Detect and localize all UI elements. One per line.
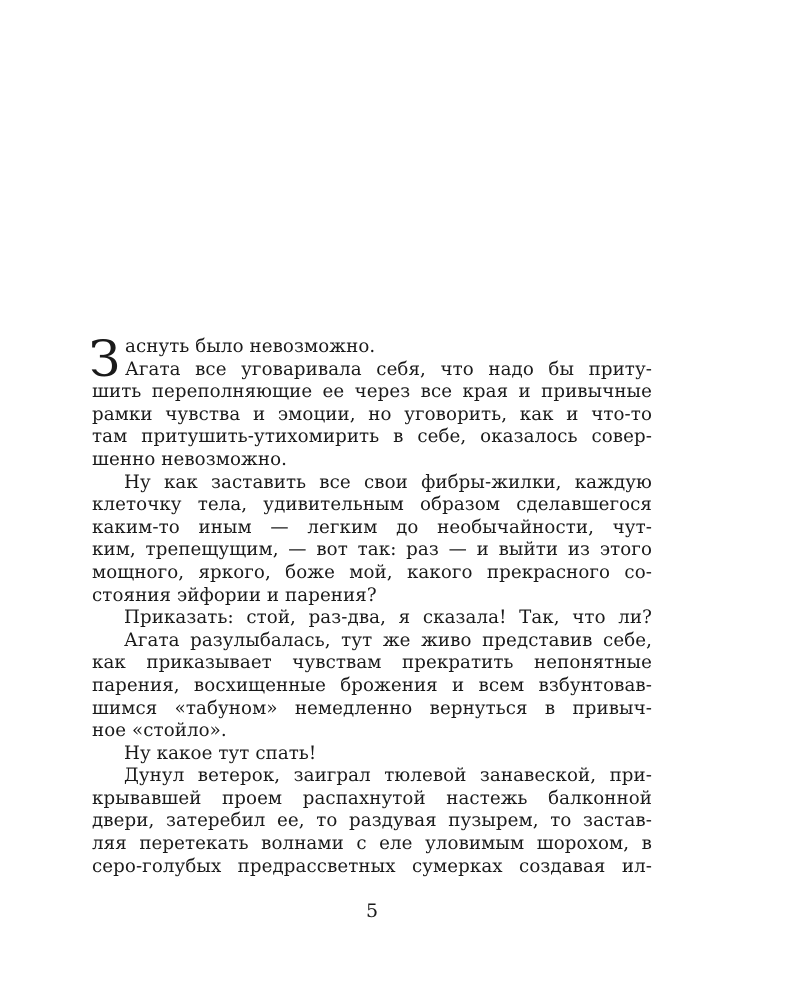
text-line: Приказать: стой, раз-два, я сказала! Так, что ли?: [124, 607, 652, 629]
text-line: там притушить-утихомирить в себе, оказалось совер-: [92, 426, 652, 448]
text-line: шенно невозможно.: [92, 448, 288, 470]
text-line: стояния эйфории и парения?: [92, 584, 377, 606]
text-line: Ну как заставить все свои фибры-жилки, каждую: [124, 471, 652, 493]
body-text: [89, 330, 652, 878]
text-line: шить переполняющие ее через все края и привычные: [92, 381, 652, 403]
text-line: Ну какое тут спать!: [124, 742, 317, 764]
text-line: двери, затеребил ее, то раздувая пузырем, то застав-: [92, 810, 652, 832]
text-line: каким-то иным — легким до необычайности, чут-: [92, 516, 652, 538]
text-line: Агата все уговаривала себя, что надо бы приту-: [125, 358, 652, 380]
text-line: шимся «табуном» немедленно вернуться в привыч-: [92, 697, 652, 719]
page-number: 5: [365, 900, 379, 922]
text-line: ким, трепещущим, — вот так: раз — и выйти из этого: [92, 539, 652, 561]
text-line: ное «стойло».: [92, 720, 227, 742]
text-line: ляя перетекать волнами с еле уловимым шорохом, в: [92, 833, 652, 855]
text-line: парения, восхищенные брожения и всем взбунтовав-: [92, 674, 652, 696]
text-line: Агата разулыбалась, тут же живо представив себе,: [124, 629, 652, 651]
text-line: крывавшей проем распахнутой настежь балконной: [92, 787, 652, 809]
text-line: клеточку тела, удивительным образом сделавшегося: [92, 494, 652, 516]
text-line: Дунул ветерок, заиграл тюлевой занавеской, при-: [124, 765, 652, 787]
text-line: как приказывает чувствам прекратить непонятные: [92, 652, 652, 674]
text-line: серо-голубых предрассветных сумерках создавая ил-: [92, 855, 652, 877]
text-line: мощного, яркого, боже мой, какого прекрасного со-: [92, 561, 652, 583]
text-line: рамки чувства и эмоции, но уговорить, как и что-то: [92, 403, 652, 425]
drop-cap-letter: З: [89, 330, 121, 388]
text-line: аснуть было невозможно.: [125, 336, 376, 357]
